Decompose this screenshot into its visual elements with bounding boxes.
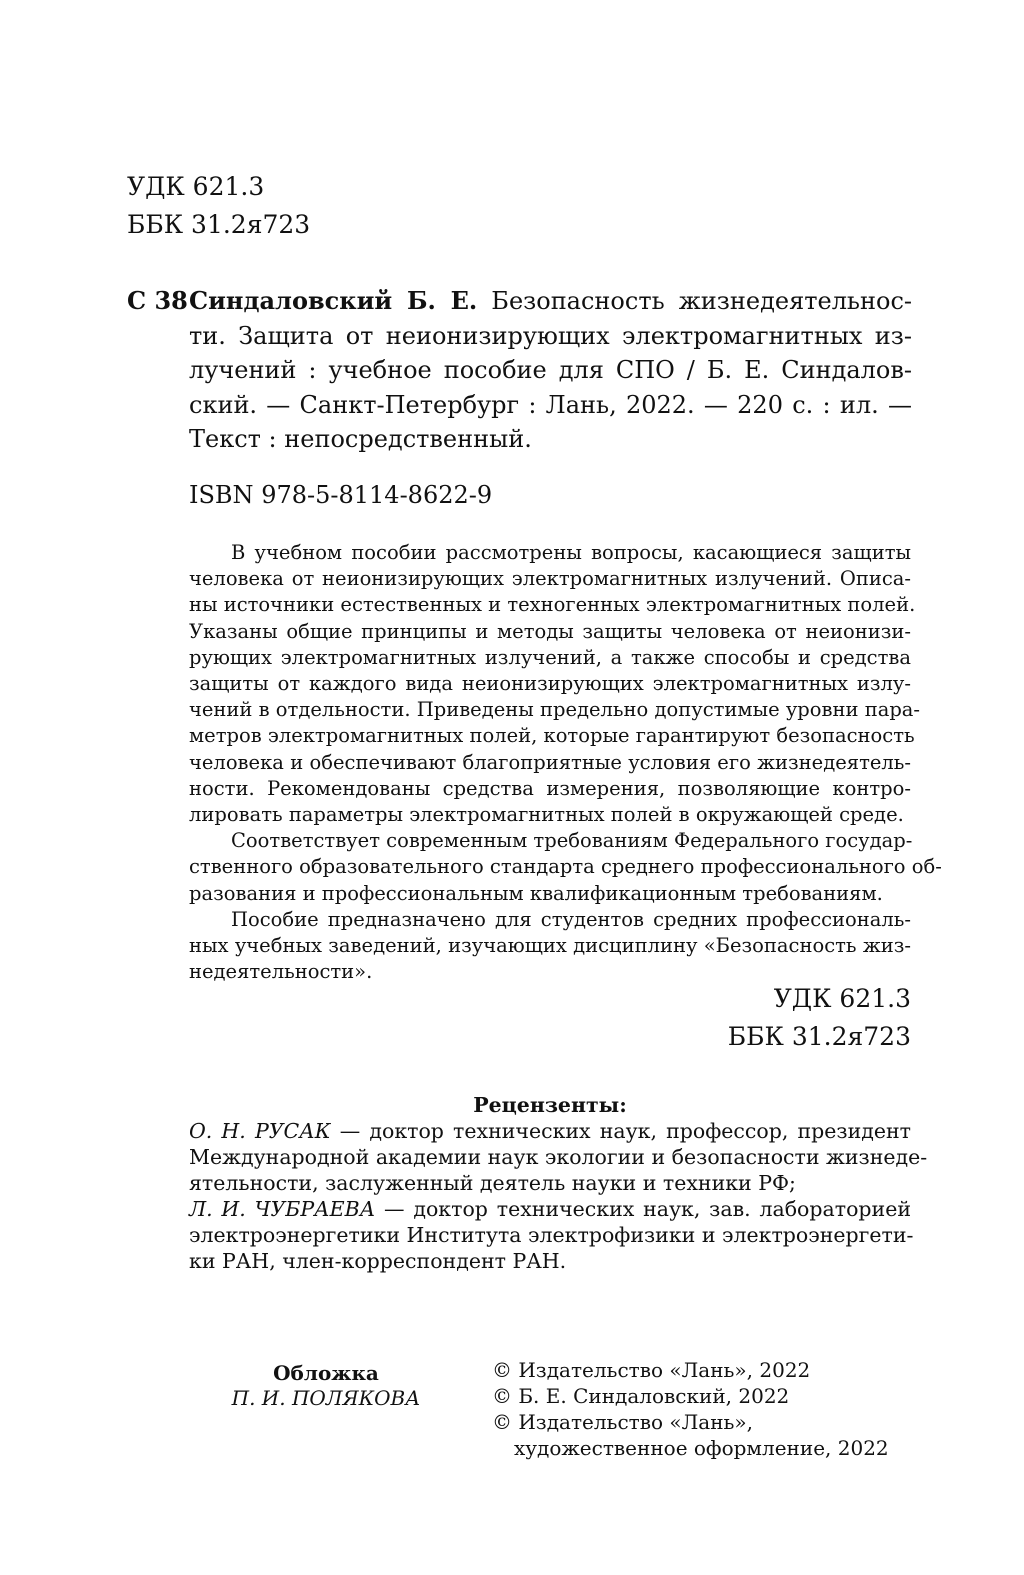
udk-code: УДК 621.3 (773, 984, 911, 1013)
annotation-line: ственного образовательного стандарта среднего профессионального об- (189, 855, 942, 879)
reviewer-name: Л. И. ЧУБРАЕВА (189, 1197, 376, 1221)
copyright-block (492, 1357, 889, 1461)
reviewer-name: О. Н. РУСАК (189, 1119, 331, 1143)
annotation-line: метров электромагнитных полей, которые гарантируют безопасность (189, 724, 915, 748)
bib-line: Текст : непосредственный. (189, 425, 532, 453)
bbk-code: ББК 31.2я723 (727, 1022, 911, 1051)
annotation-line: лировать параметры электромагнитных полей в окружающей среде. (189, 803, 904, 827)
annotation-line: человека и обеспечивают благоприятные условия его жизнедеятель- (189, 750, 911, 774)
udk-code: УДК 621.3 (127, 172, 265, 201)
annotation-line: ны источники естественных и техногенных электромагнитных полей. (189, 593, 916, 617)
bib-line-text: Безопасность жизнедеятельнос- (477, 287, 912, 315)
annotation-line: Соответствует современным требованиям Федерального государ- (231, 829, 913, 853)
bbk-code: ББК 31.2я723 (127, 210, 311, 239)
reviewer-line: Международной академии наук экологии и безопасности жизнеде- (189, 1145, 928, 1169)
reviewer-text: — доктор технических наук, зав. лабораторией (375, 1197, 911, 1221)
author-mark: С 38 (127, 286, 188, 315)
copyright-line: © Издательство «Лань», (492, 1410, 754, 1434)
annotation-line: ности. Рекомендованы средства измерения, позволяющие контро- (189, 776, 911, 800)
cover-label: Обложка (273, 1361, 379, 1385)
bibliographic-description (189, 284, 912, 457)
annotation-line: Пособие предназначено для студентов средних профессиональ- (231, 907, 911, 931)
bib-line: ский. — Санкт-Петербург : Лань, 2022. — 220 с. : ил. — (189, 390, 912, 419)
annotation-line: ных учебных заведений, изучающих дисциплину «Безопасность жиз- (189, 934, 911, 958)
annotation-line: чений в отдельности. Приведены предельно допустимые уровни пара- (189, 698, 921, 722)
bib-line (189, 284, 912, 319)
reviewers-title: Рецензенты: (473, 1093, 627, 1117)
reviewer-line: ятельности, заслуженный деятель науки и техники РФ; (189, 1171, 796, 1195)
reviewer-line (189, 1118, 911, 1144)
annotation-line: В учебном пособии рассмотрены вопросы, касающиеся защиты (231, 541, 911, 564)
annotation-line: разования и профессиональным квалификационным требованиям. (189, 881, 883, 905)
bottom-classification-codes (728, 980, 911, 1056)
annotation-line: рующих электромагнитных излучений, а также способы и средства (189, 645, 911, 669)
annotation-line: недеятельности». (189, 960, 373, 984)
reviewers-block (189, 1092, 928, 1274)
copyright-line: © Б. Е. Синдаловский, 2022 (492, 1384, 790, 1408)
annotation (189, 540, 942, 985)
author-name: Синдаловский Б. Е. (189, 286, 478, 315)
annotation-line: защиты от каждого вида неионизирующих электромагнитных излу- (189, 672, 911, 696)
cover-artist: П. И. ПОЛЯКОВА (231, 1386, 421, 1410)
copyright-line: © Издательство «Лань», 2022 (492, 1358, 811, 1382)
cover-credit (226, 1361, 426, 1411)
reviewer-text: — доктор технических наук, профессор, президент (330, 1119, 911, 1143)
isbn: ISBN 978-5-8114-8622-9 (189, 481, 493, 509)
top-classification-codes (127, 168, 310, 244)
reviewer-line (189, 1196, 911, 1222)
bib-line: лучений : учебное пособие для СПО / Б. Е. Синдалов- (189, 356, 912, 384)
bib-line: ти. Защита от неионизирующих электромагнитных из- (189, 321, 912, 350)
reviewer-line: ки РАН, член-корреспондент РАН. (189, 1249, 567, 1273)
annotation-line: Указаны общие принципы и методы защиты человека от неионизи- (189, 619, 911, 643)
reviewer-line: электроэнергетики Института электрофизики и электроэнергети- (189, 1223, 914, 1247)
annotation-line: человека от неионизирующих электромагнитных излучений. Описа- (189, 567, 911, 591)
copyright-line: художественное оформление, 2022 (514, 1436, 889, 1460)
